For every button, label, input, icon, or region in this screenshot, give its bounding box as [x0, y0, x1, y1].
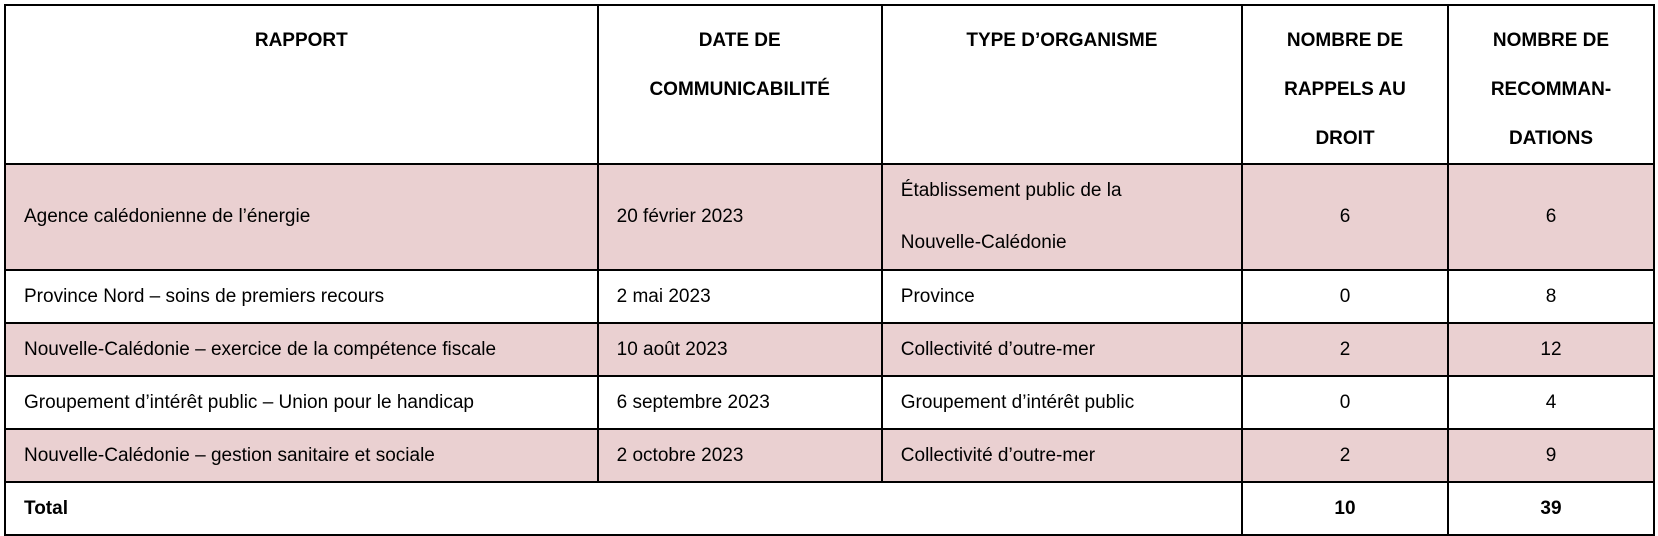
text-line: Collectivité d’outre-mer: [900, 338, 1096, 360]
cell-type: [882, 270, 1242, 323]
text-line: Établissement public de la: [900, 180, 1122, 201]
cell-recommandations: 8: [1448, 270, 1654, 323]
cell-date: 20 février 2023: [598, 164, 882, 270]
text-line: Nouvelle-Calédonie: [900, 232, 1067, 253]
text-line: Collectivité d’outre-mer: [900, 444, 1096, 466]
header-rappels: [1242, 5, 1448, 164]
cell-rapport: Agence calédonienne de l’énergie: [5, 164, 598, 270]
text-line: RAPPORT: [254, 30, 348, 51]
cell-rapport: Groupement d’intérêt public – Union pour le handicap: [5, 376, 598, 429]
cell-rapport: Nouvelle-Calédonie – exercice de la compétence fiscale: [5, 323, 598, 376]
cell-date: 6 septembre 2023: [598, 376, 882, 429]
header-type: [882, 5, 1242, 164]
report-table: [4, 4, 1655, 536]
text-line: COMMUNICABILITÉ: [649, 79, 830, 100]
text-line: TYPE D’ORGANISME: [966, 30, 1158, 51]
cell-rappels: 0: [1242, 376, 1448, 429]
cell-recommandations: 4: [1448, 376, 1654, 429]
table-row: [5, 323, 1654, 376]
header-date: [598, 5, 882, 164]
cell-recommandations: 6: [1448, 164, 1654, 270]
cell-type: [882, 164, 1242, 270]
cell-recommandations: 12: [1448, 323, 1654, 376]
text-line: RAPPELS AU: [1284, 79, 1406, 100]
cell-rappels: 6: [1242, 164, 1448, 270]
cell-rapport: Province Nord – soins de premiers recours: [5, 270, 598, 323]
total-recommandations: 39: [1448, 482, 1654, 535]
cell-recommandations: 9: [1448, 429, 1654, 482]
total-rappels: 10: [1242, 482, 1448, 535]
table-row: [5, 270, 1654, 323]
table-row: [5, 376, 1654, 429]
header-rapport: [5, 5, 598, 164]
text-line: NOMBRE DE: [1492, 30, 1610, 51]
text-line: NOMBRE DE: [1286, 30, 1404, 51]
cell-type: [882, 376, 1242, 429]
cell-rapport: Nouvelle-Calédonie – gestion sanitaire et sociale: [5, 429, 598, 482]
table-row: [5, 429, 1654, 482]
cell-rappels: 2: [1242, 323, 1448, 376]
cell-date: 2 octobre 2023: [598, 429, 882, 482]
table-row: [5, 164, 1654, 270]
total-label: Total: [5, 482, 1242, 535]
text-line: Province: [900, 285, 975, 307]
cell-date: 10 août 2023: [598, 323, 882, 376]
cell-rappels: 2: [1242, 429, 1448, 482]
text-line: RECOMMAN-: [1490, 79, 1612, 100]
cell-rappels: 0: [1242, 270, 1448, 323]
header-row: [5, 5, 1654, 164]
header-recommandations: [1448, 5, 1654, 164]
cell-date: 2 mai 2023: [598, 270, 882, 323]
text-line: DROIT: [1315, 128, 1375, 149]
text-line: DATE DE: [698, 30, 781, 51]
total-row: [5, 482, 1654, 535]
cell-type: [882, 323, 1242, 376]
text-line: Groupement d’intérêt public: [900, 391, 1135, 413]
text-line: DATIONS: [1508, 128, 1594, 149]
cell-type: [882, 429, 1242, 482]
